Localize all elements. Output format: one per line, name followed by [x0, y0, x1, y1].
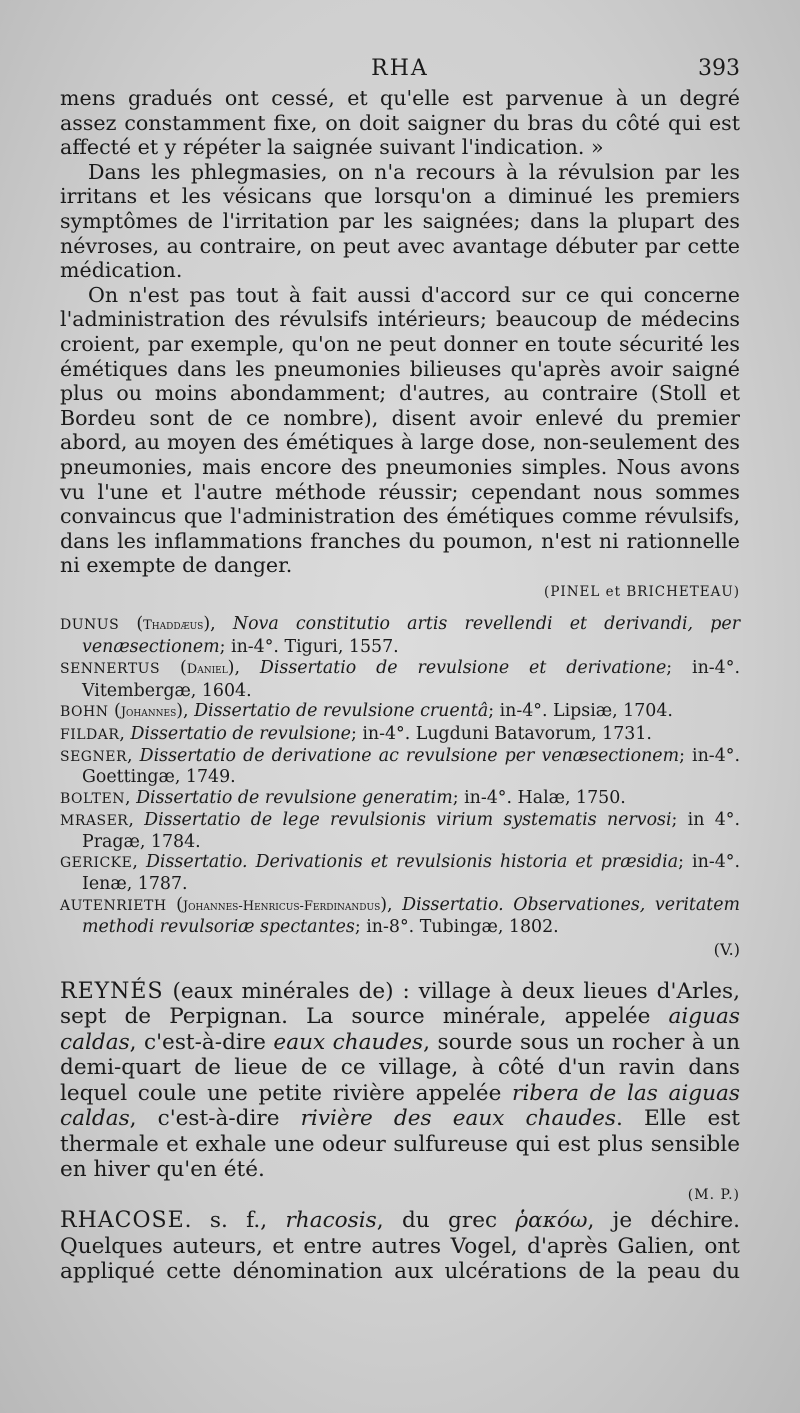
page-number: 393: [698, 56, 740, 81]
entry-reynes-text: REYNÉS (eaux minérales de) : village à deux lieues d'Arles, sept de Perpignan. La source minérale, appelée aiguas caldas, c'est-à-dire eaux chaudes, sourde sous un rocher à un demi-quart de lieue de ce village, à côté d'un ravin dans lequel coule une petite rivière appelée ribera de las aiguas caldas, c'est-à-dire rivière des eaux chaudes. Elle est thermale et exhale une odeur sulfureuse qui est plus sensible en hiver qu'en été.: [60, 978, 740, 1183]
reference-item: SENNERTUS (Daniel), Dissertatio de revulsione et derivatione; in-4°. Vitembergæ, 1604.: [60, 657, 740, 701]
reference-item: AUTENRIETH (Johannes-Henricus-Ferdinandus), Dissertatio. Observationes, veritatem methodi revulsoriæ spectantes; in-8°. Tubingæ, 1802.: [60, 894, 741, 938]
reference-item: BOHN (Johannes), Dissertatio de revulsione cruentâ; in-4°. Lipsiæ, 1704.: [60, 701, 673, 722]
reference-item: DUNUS (Thaddæus), Nova constitutio artis revellendi et derivandi, per venæsectionem; in-4°. Tiguri, 1557.: [60, 614, 741, 658]
reference-item: MRASER, Dissertatio de lege revulsionis virium systematis nervosi; in 4°. Pragæ, 1784.: [60, 809, 740, 852]
paragraph-revulsifs: On n'est pas tout à fait aussi d'accord sur ce qui concerne l'administration des révulsifs intérieurs; beaucoup de médecins croient, par exemple, qu'on ne peut donner en toute sécurité les émétiques dans les pneumonies bilieuses qu'après avoir saigné plus ou moins abondamment; d'autres, au contraire (Stoll et Bordeu sont de ce nombre), disent avoir enlevé du premier abord, au moyen des émétiques à large dose, non-seulement des pneumonies, mais encore des pneumonies simples. Nous avons vu l'une et l'autre méthode réussir; cependant nous sommes convaincus que l'administration des émétiques comme révulsifs, dans les inflammations franches du poumon, n'est ni rationnelle ni exempte de danger.: [60, 282, 740, 578]
reference-item: SEGNER, Dissertatio de derivatione ac revulsione per venæsectionem; in-4°. Goettingæ, 1749.: [60, 745, 740, 788]
signature-mp: (M. P.): [687, 1186, 740, 1203]
page-header: [60, 56, 740, 86]
reference-item: FILDAR, Dissertatio de revulsione; in-4°. Lugduni Batavorum, 1731.: [60, 723, 652, 744]
paragraph-continued: mens gradués ont cessé, et qu'elle est parvenue à un degré assez constamment fixe, on doit saigner du bras du côté qui est affecté et y répéter la saignée suivant l'indication. »: [60, 86, 740, 160]
signature-v: (V.): [713, 940, 740, 960]
headword-rhacose: RHACOSE: [60, 1208, 185, 1234]
page-body: [60, 86, 740, 1285]
reference-item: GERICKE, Dissertatio. Derivationis et revulsionis historia et præsidia; in-4°. Ienæ, 1787.: [60, 852, 740, 894]
headword-reynes: REYNÉS: [60, 978, 164, 1004]
bibliography: [60, 614, 740, 938]
entry-rhacose: [60, 1208, 740, 1285]
paragraph-phlegmasies: Dans les phlegmasies, on n'a recours à la révulsion par les irritans et les vésicans que lorsqu'on a diminué les premiers symptômes de l'irritation par les saignées; dans la plupart des névroses, au contraire, on peut avec avantage débuter par cette médication.: [60, 159, 740, 283]
signature-pinel-bricheteau: (PINEL et BRICHETEAU): [544, 583, 740, 600]
reference-item: BOLTEN, Dissertatio de revulsione generatim; in-4°. Halæ, 1750.: [60, 788, 626, 809]
entry-reynes: [60, 979, 740, 1209]
entry-rhacose-text: RHACOSE. s. f., rhacosis, du grec ῥακόω, je déchire. Quelques auteurs, et entre autres Vogel, d'après Galien, ont appliqué cette dénomination aux ulcérations de la peau du: [60, 1208, 740, 1285]
running-head: RHA: [371, 56, 429, 81]
